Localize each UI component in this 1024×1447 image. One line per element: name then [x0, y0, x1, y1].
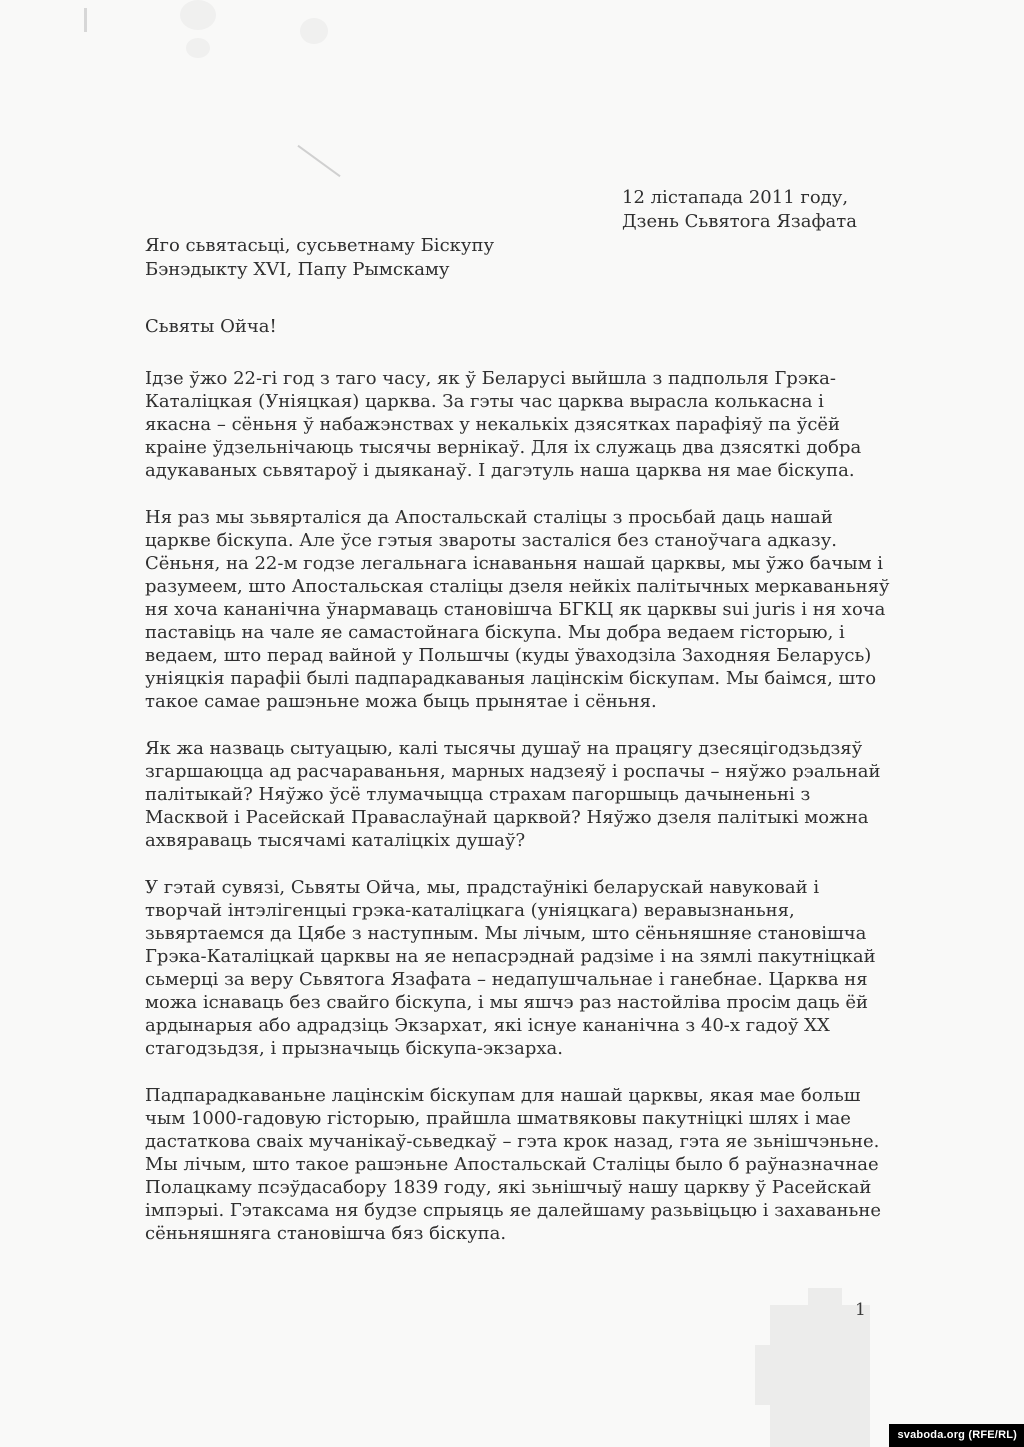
scan-shadow [845, 1330, 867, 1410]
addressee-line: Яго сьвятасьці, сусьветнаму Біскупу [145, 235, 495, 256]
paragraph: Ня раз мы зьвярталіся да Апостальскай сталіцы з просьбай даць нашай царкве біскупа. Але ўсе гэтыя звароты засталіся без станоўчага адказу. Сёньня, на 22-м годзе легальнага існаваньня нашай царквы, мы ўжо бачым і разумеем, што Апостальская сталіцы дзеля нейкіх палітычных меркаваньняў ня хоча кананічна ўнармаваць становішча БГКЦ як царквы sui juris і ня хоча паставіць на чале яе самастойнага біскупа. Мы добра ведаем гісторыю, і ведаем, што перад вайной у Польшчы (куды ўваходзіла Заходняя Беларусь) уніяцкія парафіі былі падпарадкаваныя лацінскім біскупам. Мы баімся, што такое самае рашэньне можа быць прынятае і сёньня. [145, 507, 890, 712]
paragraph: Падпарадкаваньне лацінскім біскупам для нашай царквы, якая мае больш чым 1000-гадовую гісторыю, прайшла шматвяковы пакутніцкі шлях і мае дастаткова сваіх мучанікаў-сьведкаў – гэта крок назад, гэта яе зьнішчэньне. Мы лічым, што такое рашэньне Апостальскай Сталіцы было б раўназначнае Полацкаму псэўдасабору 1839 году, які зьнішчыў нашу царкву ў Расейскай імпэрыі. Гэтаксама ня будзе спрыяць яе далейшаму разьвіцьцю і захаваньне сёньняшняга становішча бяз біскупа. [145, 1085, 881, 1244]
date-block [622, 186, 890, 234]
letter-body [145, 186, 890, 1269]
scan-artifact-scratch [297, 145, 340, 177]
paragraph: У гэтай сувязі, Сьвяты Ойча, мы, прадстаўнікі беларускай навуковай і творчай інтэлігенцыі грэка-каталіцкага (уніяцкага) веравызнаньня, зьвяртаемся да Цябе з наступным. Мы лічым, што сёньняшняе становішча Грэка-Каталіцкай царквы на яе непасрэднай радзіме і на зямлі пакутніцкай сьмерці за веру Сьвятога Язафата – недапушчальнае і ганебнае. Царква ня можа існаваць без свайго біскупа, і мы яшчэ раз настойліва просім даць ёй ардынарыя або адрадзіць Экзархат, які існуе кананічна з 40-х гадоў XX стагодзьдзя, і прызначыць біскупа-экзарха. [145, 877, 876, 1059]
paragraph: Ідзе ўжо 22-гі год з таго часу, як ў Беларусі выйшла з падпольля Грэка-Каталіцкая (Уніяцкая) царква. За гэты час царква вырасла колькасна і якасна – сёньня ў набажэнствах у некалькіх дзясятках парафіяў па ўсёй краіне ўдзельнічаюць тысячы вернікаў. Для іх служаць два дзясяткі добра адукаваных сьвятароў і дыяканаў. І дагэтуль наша царква ня мае біскупа. [145, 368, 862, 481]
scan-smudge [180, 0, 216, 30]
feast-day-line: Дзень Сьвятога Язафата [622, 211, 857, 232]
date-line: 12 лістапада 2011 году, [622, 187, 849, 208]
scan-artifact-tick [84, 8, 87, 32]
scan-shadow [808, 1288, 842, 1318]
scan-shadow [755, 1345, 785, 1405]
paragraph: Як жа назваць сытуацыю, калі тысячы душаў на працягу дзесяцігодзьдзяў згаршаюцца ад расчараваньня, марных надзеяў і роспачы – няўжо рэальнай палітыкай? Няўжо ўсё тлумачыцца страхам пагоршыць дачыненьні з Масквой і Расейскай Праваслаўнай царквой? Няўжо дзеля палітыкі можна ахвяраваць тысячамі каталіцкіх душаў? [145, 738, 881, 851]
scan-smudge [300, 18, 328, 44]
watermark-badge: svaboda.org (RFE/RL) [889, 1424, 1024, 1447]
scan-smudge [186, 38, 210, 58]
addressee-line: Бэнэдыкту XVI, Папу Рымскаму [145, 259, 450, 280]
addressee-block [145, 234, 890, 282]
page-number: 1 [855, 1300, 866, 1320]
salutation: Сьвяты Ойча! [145, 316, 277, 337]
